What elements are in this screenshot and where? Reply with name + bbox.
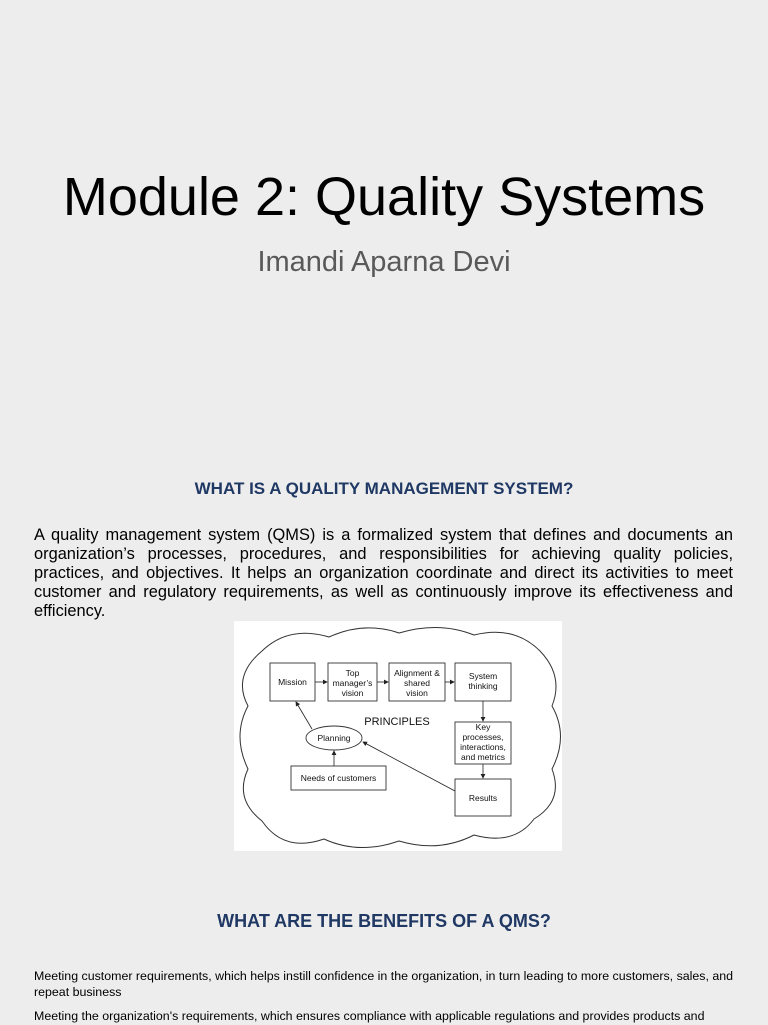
key-processes-label-1: Key <box>475 722 491 732</box>
principles-label: PRINCIPLES <box>364 716 430 728</box>
key-processes-label-4: and metrics <box>461 752 505 762</box>
qms-heading: WHAT IS A QUALITY MANAGEMENT SYSTEM? <box>194 479 574 498</box>
slide-author: Imandi Aparna Devi <box>257 246 511 278</box>
benefit-item: Meeting customer requirements, which helps instill confidence in the organization, in turn leading to more customers, sales, and repeat business <box>34 969 734 999</box>
alignment-label-1: Alignment & <box>394 668 440 678</box>
benefit-item: Meeting the organization's requirements, which ensures compliance with applicable regulations and provides products and <box>34 1009 705 1023</box>
qms-paragraph: A quality management system (QMS) is a formalized system that defines and documents an organization’s processes, procedures, and responsibilities for achieving quality policies, practices, and objectives. It helps an organization coordinate and direct its activities to meet customer and regulatory requirements, as well as continuously improve its effectiveness and efficiency. <box>34 526 733 620</box>
mission-label: Mission <box>278 677 307 687</box>
top-manager-label-2: manager’s <box>332 678 373 688</box>
top-manager-label-3: vision <box>341 688 364 698</box>
alignment-label-2: shared <box>404 678 430 688</box>
results-label: Results <box>468 793 498 803</box>
planning-label: Planning <box>317 733 351 743</box>
slide-title: Module 2: Quality Systems <box>62 167 706 227</box>
benefits-heading: WHAT ARE THE BENEFITS OF A QMS? <box>217 911 551 931</box>
qms-principles-diagram <box>234 621 562 851</box>
alignment-label-3: vision <box>406 688 428 698</box>
needs-of-customers-label: Needs of customers <box>300 773 377 783</box>
cloud-outline <box>240 627 561 847</box>
system-thinking-label-1: System <box>468 671 498 681</box>
top-manager-label-1: Top <box>345 668 360 678</box>
key-processes-label-3: interactions, <box>460 742 506 752</box>
key-processes-label-2: processes, <box>462 732 504 742</box>
system-thinking-label-2: thinking <box>468 681 498 691</box>
